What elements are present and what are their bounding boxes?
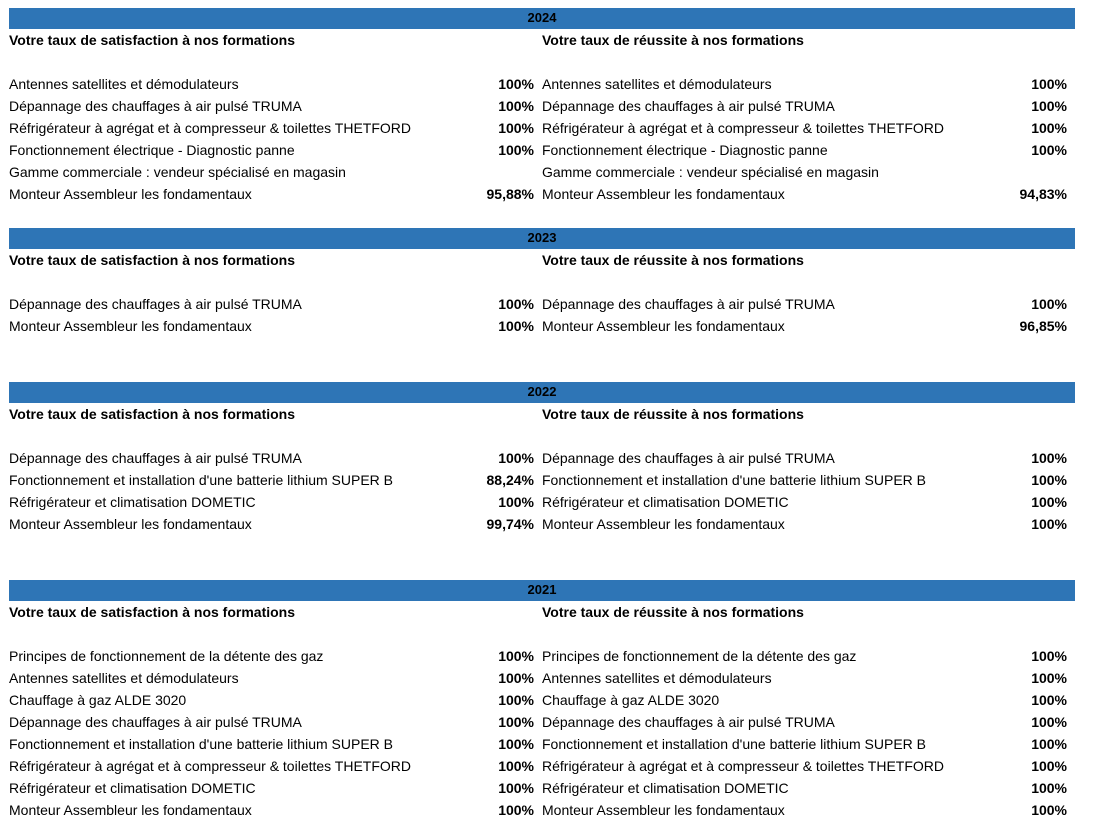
year-label: 2021 bbox=[527, 582, 557, 597]
success-course-name: Principes de fonctionnement de la détente des gaz bbox=[542, 648, 857, 664]
satisfaction-rate: 100% bbox=[498, 494, 534, 510]
satisfaction-header: Votre taux de satisfaction à nos formations bbox=[9, 406, 296, 422]
success-course-name: Fonctionnement et installation d'une batterie lithium SUPER B bbox=[542, 736, 926, 752]
satisfaction-rate: 100% bbox=[498, 714, 534, 730]
year-bar-2022 bbox=[9, 382, 1075, 403]
satisfaction-rate bbox=[440, 161, 534, 183]
satisfaction-course-name: Principes de fonctionnement de la détente des gaz bbox=[9, 648, 324, 664]
satisfaction-course-name: Monteur Assembleur les fondamentaux bbox=[9, 516, 252, 532]
satisfaction-course-name: Antennes satellites et démodulateurs bbox=[9, 76, 239, 92]
success-rate: 100% bbox=[1031, 802, 1067, 818]
year-bar-2023 bbox=[9, 228, 1075, 249]
success-course-name: Fonctionnement et installation d'une batterie lithium SUPER B bbox=[542, 472, 926, 488]
satisfaction-rate: 100% bbox=[498, 802, 534, 818]
success-header: Votre taux de réussite à nos formations bbox=[542, 32, 804, 48]
success-course-name: Dépannage des chauffages à air pulsé TRUMA bbox=[542, 98, 835, 114]
satisfaction-rate: 100% bbox=[498, 670, 534, 686]
success-rate: 100% bbox=[1031, 714, 1067, 730]
success-course-name: Dépannage des chauffages à air pulsé TRUMA bbox=[542, 296, 835, 312]
year-bar-2024 bbox=[9, 8, 1075, 29]
success-rate bbox=[975, 161, 1067, 183]
success-course-name: Monteur Assembleur les fondamentaux bbox=[542, 186, 785, 202]
success-header: Votre taux de réussite à nos formations bbox=[542, 252, 804, 268]
success-rate: 100% bbox=[1031, 780, 1067, 796]
satisfaction-course-name: Réfrigérateur et climatisation DOMETIC bbox=[9, 780, 256, 796]
satisfaction-course-name: Réfrigérateur à agrégat et à compresseur & toilettes THETFORD bbox=[9, 758, 412, 774]
satisfaction-rate: 100% bbox=[498, 736, 534, 752]
success-rate: 100% bbox=[1031, 670, 1067, 686]
success-rate: 100% bbox=[1031, 736, 1067, 752]
satisfaction-rate: 100% bbox=[498, 296, 534, 312]
success-rate: 100% bbox=[1031, 648, 1067, 664]
success-rate: 100% bbox=[1031, 142, 1067, 158]
year-label: 2022 bbox=[527, 384, 557, 399]
satisfaction-course-name: Monteur Assembleur les fondamentaux bbox=[9, 186, 252, 202]
satisfaction-rate: 100% bbox=[498, 120, 534, 136]
success-rate: 100% bbox=[1031, 76, 1067, 92]
satisfaction-rate: 100% bbox=[498, 76, 534, 92]
satisfaction-course-name: Dépannage des chauffages à air pulsé TRUMA bbox=[9, 714, 302, 730]
satisfaction-course-name: Chauffage à gaz ALDE 3020 bbox=[9, 692, 187, 708]
satisfaction-rate: 100% bbox=[498, 98, 534, 114]
satisfaction-course-name: Fonctionnement électrique - Diagnostic panne bbox=[9, 142, 295, 158]
success-rate: 100% bbox=[1031, 692, 1067, 708]
success-header: Votre taux de réussite à nos formations bbox=[542, 604, 804, 620]
satisfaction-rate: 95,88% bbox=[486, 186, 534, 202]
satisfaction-rate: 100% bbox=[498, 318, 534, 334]
satisfaction-header: Votre taux de satisfaction à nos formations bbox=[9, 252, 296, 268]
success-rate: 100% bbox=[1031, 450, 1067, 466]
satisfaction-rate: 100% bbox=[498, 780, 534, 796]
satisfaction-rate: 99,74% bbox=[486, 516, 534, 532]
year-bar-2021 bbox=[9, 580, 1075, 601]
satisfaction-course-name: Réfrigérateur à agrégat et à compresseur & toilettes THETFORD bbox=[9, 120, 412, 136]
satisfaction-course-name: Dépannage des chauffages à air pulsé TRUMA bbox=[9, 98, 302, 114]
success-rate: 94,83% bbox=[1019, 186, 1067, 202]
success-course-name: Antennes satellites et démodulateurs bbox=[542, 76, 772, 92]
success-course-name: Monteur Assembleur les fondamentaux bbox=[542, 516, 785, 532]
satisfaction-rate: 100% bbox=[498, 648, 534, 664]
success-course-name: Réfrigérateur et climatisation DOMETIC bbox=[542, 494, 789, 510]
success-course-name: Réfrigérateur à agrégat et à compresseur & toilettes THETFORD bbox=[542, 758, 945, 774]
satisfaction-rate: 88,24% bbox=[486, 472, 534, 488]
satisfaction-header: Votre taux de satisfaction à nos formations bbox=[9, 32, 296, 48]
success-rate: 100% bbox=[1031, 758, 1067, 774]
satisfaction-course-name: Gamme commerciale : vendeur spécialisé en magasin bbox=[9, 164, 346, 180]
satisfaction-course-name: Antennes satellites et démodulateurs bbox=[9, 670, 239, 686]
success-course-name: Dépannage des chauffages à air pulsé TRUMA bbox=[542, 450, 835, 466]
success-header: Votre taux de réussite à nos formations bbox=[542, 406, 804, 422]
satisfaction-course-name: Monteur Assembleur les fondamentaux bbox=[9, 802, 252, 818]
success-course-name: Monteur Assembleur les fondamentaux bbox=[542, 318, 785, 334]
satisfaction-course-name: Fonctionnement et installation d'une batterie lithium SUPER B bbox=[9, 736, 393, 752]
satisfaction-header: Votre taux de satisfaction à nos formations bbox=[9, 604, 296, 620]
success-course-name: Gamme commerciale : vendeur spécialisé en magasin bbox=[542, 164, 879, 180]
success-course-name: Antennes satellites et démodulateurs bbox=[542, 670, 772, 686]
success-rate: 100% bbox=[1031, 296, 1067, 312]
year-label: 2023 bbox=[527, 230, 557, 245]
satisfaction-course-name: Dépannage des chauffages à air pulsé TRUMA bbox=[9, 450, 302, 466]
success-course-name: Dépannage des chauffages à air pulsé TRUMA bbox=[542, 714, 835, 730]
success-rate: 100% bbox=[1031, 98, 1067, 114]
success-rate: 100% bbox=[1031, 494, 1067, 510]
success-rate: 100% bbox=[1031, 472, 1067, 488]
satisfaction-course-name: Réfrigérateur et climatisation DOMETIC bbox=[9, 494, 256, 510]
satisfaction-rate: 100% bbox=[498, 450, 534, 466]
success-rate: 96,85% bbox=[1019, 318, 1067, 334]
success-course-name: Réfrigérateur à agrégat et à compresseur & toilettes THETFORD bbox=[542, 120, 945, 136]
satisfaction-course-name: Monteur Assembleur les fondamentaux bbox=[9, 318, 252, 334]
satisfaction-course-name: Fonctionnement et installation d'une batterie lithium SUPER B bbox=[9, 472, 393, 488]
success-course-name: Monteur Assembleur les fondamentaux bbox=[542, 802, 785, 818]
satisfaction-rate: 100% bbox=[498, 692, 534, 708]
success-rate: 100% bbox=[1031, 120, 1067, 136]
satisfaction-rate: 100% bbox=[498, 142, 534, 158]
satisfaction-rate: 100% bbox=[498, 758, 534, 774]
success-course-name: Chauffage à gaz ALDE 3020 bbox=[542, 692, 720, 708]
year-label: 2024 bbox=[527, 10, 557, 25]
success-rate: 100% bbox=[1031, 516, 1067, 532]
success-course-name: Réfrigérateur et climatisation DOMETIC bbox=[542, 780, 789, 796]
success-course-name: Fonctionnement électrique - Diagnostic panne bbox=[542, 142, 828, 158]
satisfaction-course-name: Dépannage des chauffages à air pulsé TRUMA bbox=[9, 296, 302, 312]
